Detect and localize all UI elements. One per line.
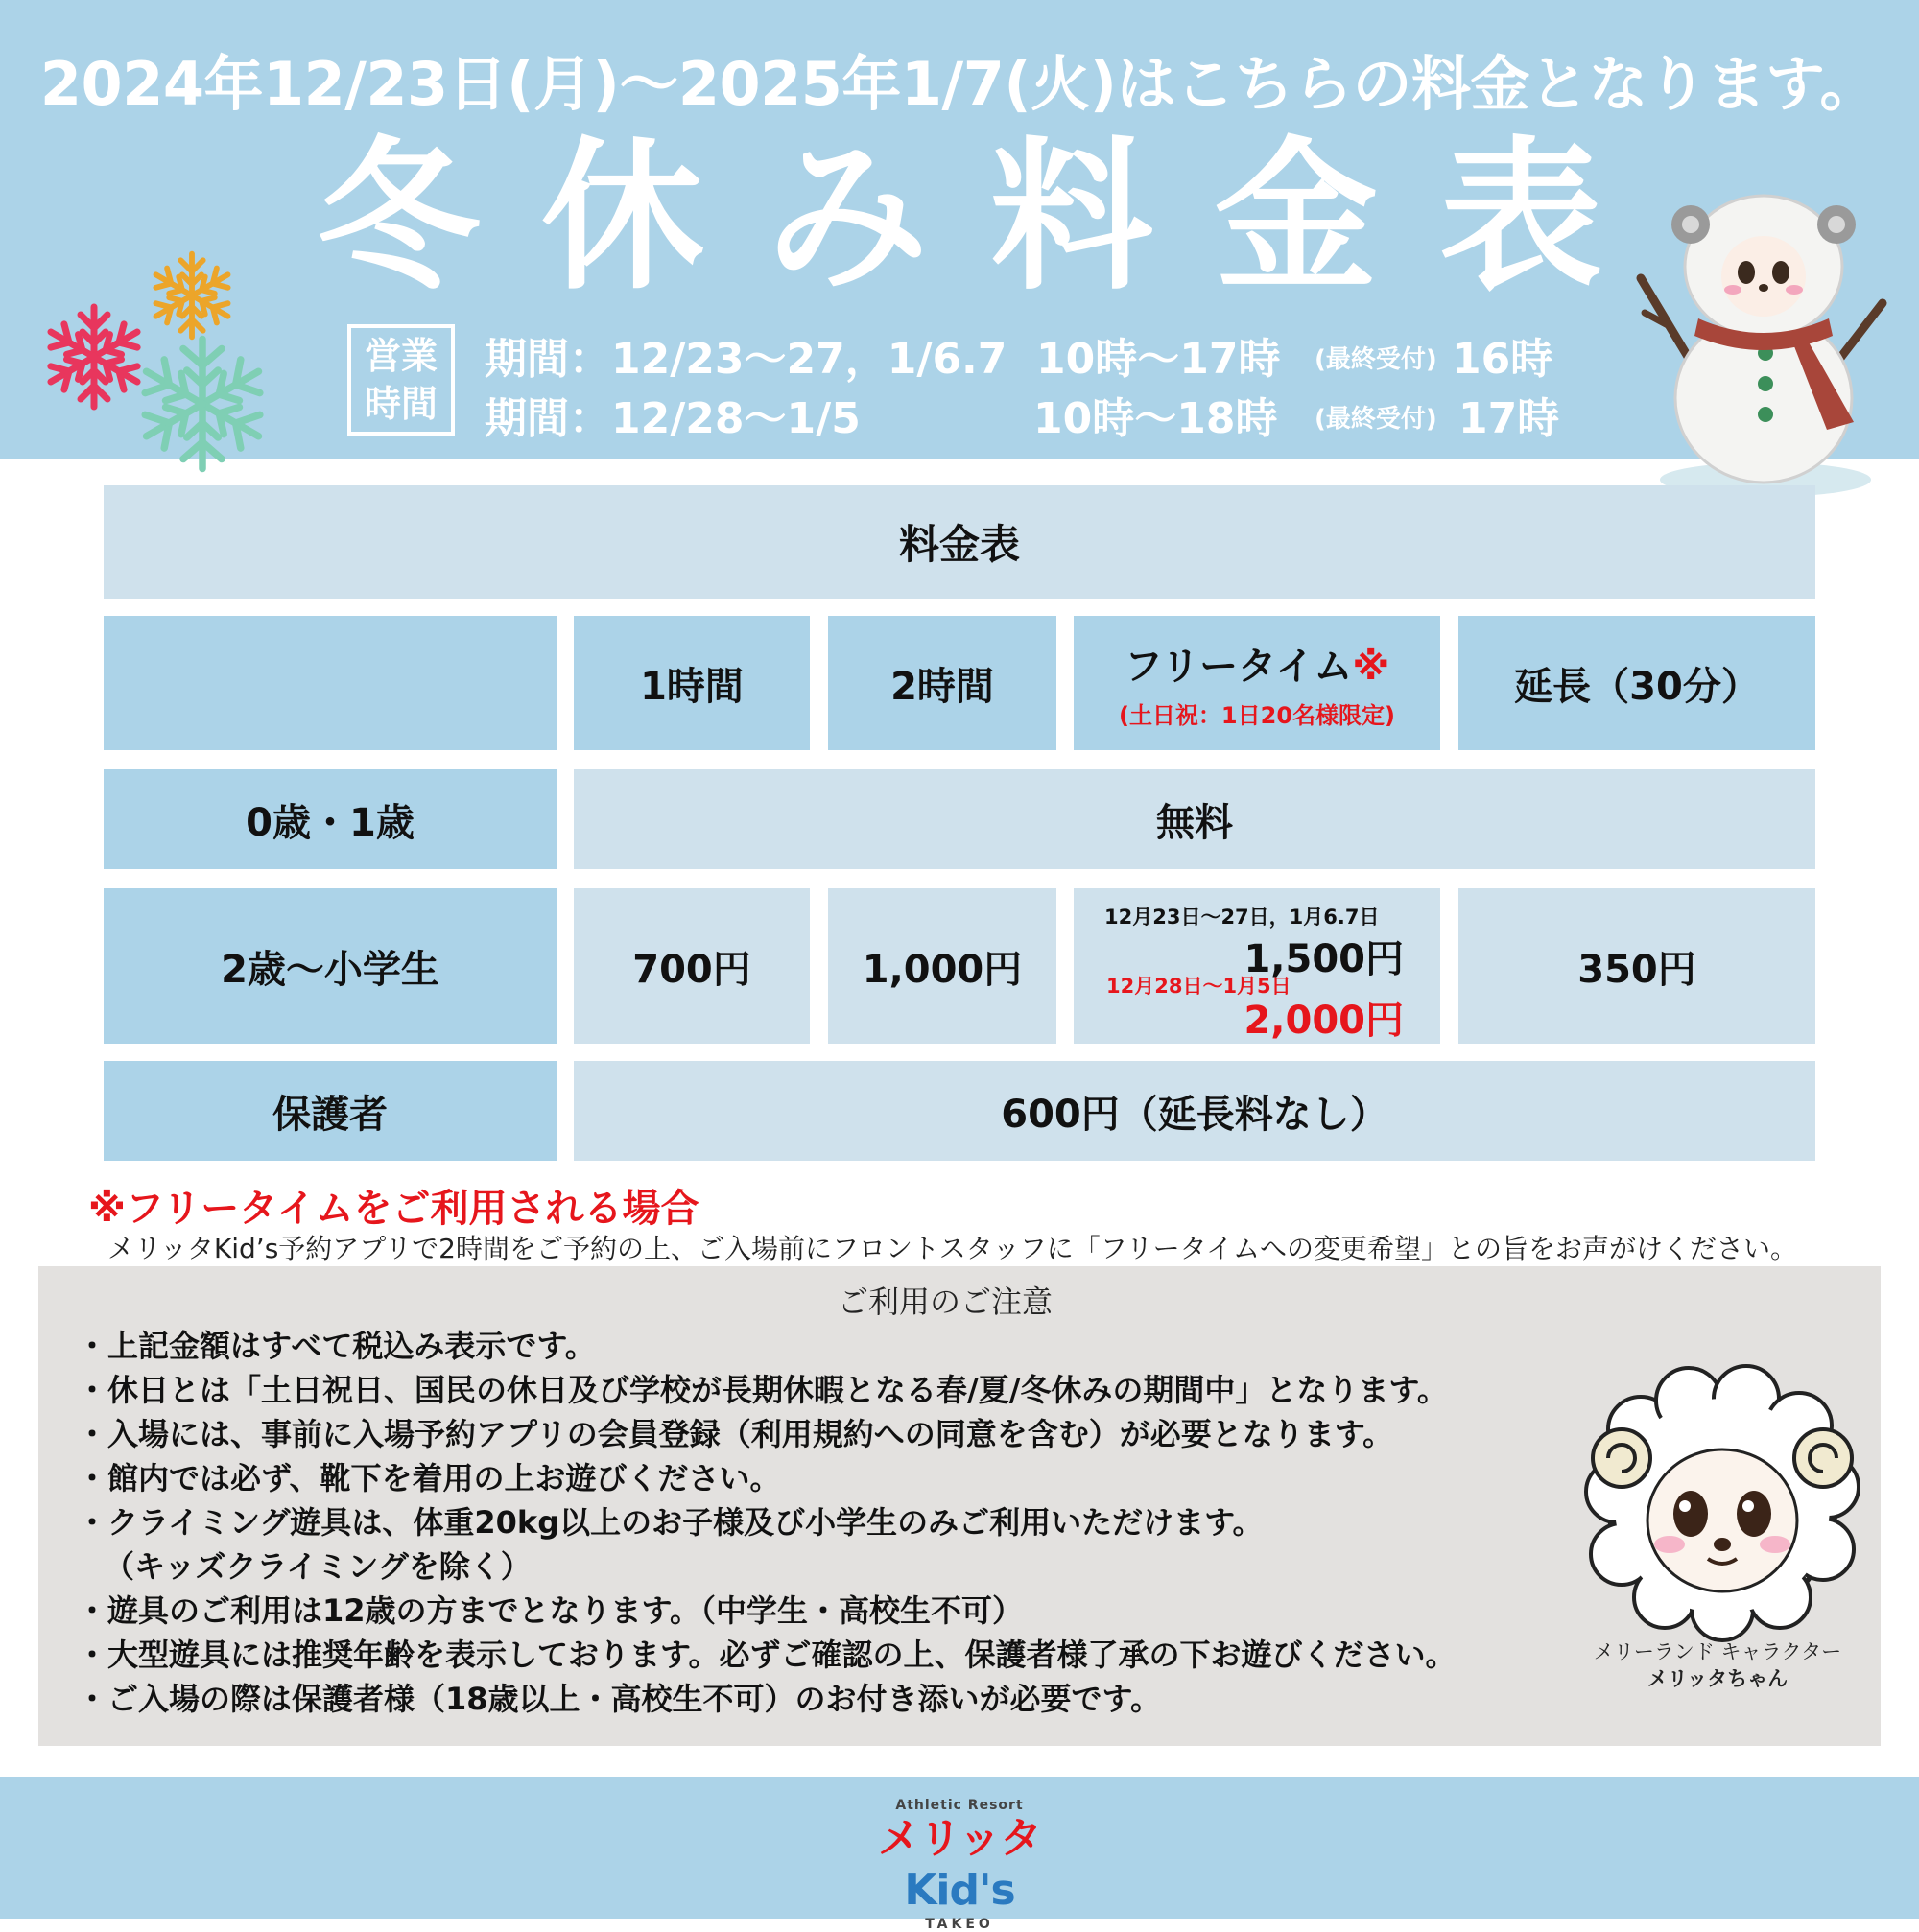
hours-row xyxy=(485,324,1636,384)
last-entry-time: 17時 xyxy=(1458,394,1560,443)
list-item: ・上記金額はすべて税込み表示です。 xyxy=(77,1328,596,1364)
child-price-extension: 350円 xyxy=(1458,888,1815,1044)
list-item: ・大型遊具には推奨年齢を表示しております。必ずご確認の上、保護者様了承の下お遊びください。 xyxy=(77,1637,1457,1673)
logo-part: Kid's xyxy=(904,1866,1015,1915)
last-entry-label: (最終受付) xyxy=(1315,345,1437,374)
last-entry-time: 16時 xyxy=(1452,335,1553,384)
logo-wordmark xyxy=(844,1813,1075,1917)
row-label-guardian: 保護者 xyxy=(104,1061,557,1161)
list-item: ・入場には、事前に入場予約アプリの会員登録（利用規約への同意を含む）が必要となります。 xyxy=(77,1416,1394,1452)
snowflake-icon xyxy=(130,332,274,476)
freetime-price: 1,500円 xyxy=(1244,937,1404,981)
hours-period: 期間：12/28〜1/5 xyxy=(485,394,861,443)
freetime-date: 12月23日〜27日，1月6.7日 xyxy=(1104,906,1380,929)
page-title xyxy=(307,123,1612,313)
title-char: 冬 xyxy=(316,123,480,313)
title-char: 料 xyxy=(989,123,1153,313)
column-header-freetime xyxy=(1074,616,1440,750)
list-item: ・遊具のご利用は12歳の方までとなります。（中学生・高校生不可） xyxy=(77,1592,1023,1629)
title-char: 金 xyxy=(1214,123,1378,313)
hours-label-line: 営業 xyxy=(364,335,438,377)
column-header-2hours: 2時間 xyxy=(828,616,1056,750)
freetime-note-body: メリッタKid’s予約アプリで2時間をご予約の上、ご入場前にフロントスタッフに「フリータイムへの変更希望」との旨をお声がけください。 xyxy=(107,1233,1798,1264)
list-item: （キッズクライミングを除く） xyxy=(104,1548,532,1585)
note-mark: ※ xyxy=(1352,645,1390,689)
character-name: メリッタちゃん xyxy=(1647,1667,1789,1690)
freetime-note-title: ※フリータイムをご利用される場合 xyxy=(88,1187,699,1231)
list-item: ・ご入場の際は保護者様（18歳以上・高校生不可）のお付き添いが必要です。 xyxy=(77,1681,1161,1717)
freetime-date: 12月28日〜1月5日 xyxy=(1106,975,1291,998)
period-headline: 2024年12/23日(月)〜2025年1/7(火)はこちらの料金となります。 xyxy=(39,49,1880,119)
column-header-1hour: 1時間 xyxy=(574,616,810,750)
character-caption xyxy=(1554,1638,1881,1692)
sheep-snowman-illustration xyxy=(1631,192,1890,499)
list-item: ・館内では必ず、靴下を着用の上お遊びください。 xyxy=(77,1460,781,1496)
notes-title: ご利用のご注意 xyxy=(837,1284,1053,1320)
title-char: 表 xyxy=(1438,123,1602,313)
logo-tagline: Athletic Resort xyxy=(895,1798,1024,1813)
row-label-infant: 0歳・1歳 xyxy=(104,769,557,869)
hours-row xyxy=(485,384,1636,443)
freetime-limit-note: (土日祝：1日20名様限定) xyxy=(1118,702,1396,729)
row-label-child: 2歳〜小学生 xyxy=(104,888,557,1044)
child-price-freetime xyxy=(1074,888,1440,1044)
hours-label-line: 時間 xyxy=(364,383,438,425)
freetime-price: 2,000円 xyxy=(1244,999,1404,1043)
infant-price: 無料 xyxy=(574,769,1815,869)
title-char: み xyxy=(765,123,929,313)
list-item: ・クライミング遊具は、体重20kg以上のお子様及び小学生のみご利用いただけます。 xyxy=(77,1504,1264,1541)
brand-logo[interactable] xyxy=(844,1798,1075,1932)
footer xyxy=(0,1777,1919,1932)
table-title: 料金表 xyxy=(104,485,1815,599)
character-caption-text: メリーランド キャラクター xyxy=(1593,1640,1842,1663)
guardian-price: 600円（延長料なし） xyxy=(574,1061,1815,1161)
column-header-extension: 延長（30分） xyxy=(1458,616,1815,750)
child-price-2hours: 1,000円 xyxy=(828,888,1056,1044)
sheep-character-illustration xyxy=(1583,1362,1861,1640)
title-char: 休 xyxy=(540,123,704,313)
logo-location: TAKEO xyxy=(925,1917,994,1932)
hours-period: 期間：12/23〜27，1/6.7 xyxy=(485,335,1007,384)
logo-part: メリッタ xyxy=(877,1814,1042,1863)
last-entry-label: (最終受付) xyxy=(1315,405,1437,434)
list-item: ・休日とは「土日祝日、国民の休日及び学校が長期休暇となる春/夏/冬休みの期間中」となります。 xyxy=(77,1372,1448,1408)
hours-time: 10時〜18時 xyxy=(1033,394,1278,443)
business-hours-label xyxy=(347,324,455,436)
freetime-label: フリータイム xyxy=(1124,645,1353,689)
notes-list xyxy=(77,1324,1612,1721)
snowflake-icon xyxy=(144,247,240,343)
child-price-1hour: 700円 xyxy=(574,888,810,1044)
column-header-empty xyxy=(104,616,557,750)
hours-time: 10時〜17時 xyxy=(1036,335,1281,384)
